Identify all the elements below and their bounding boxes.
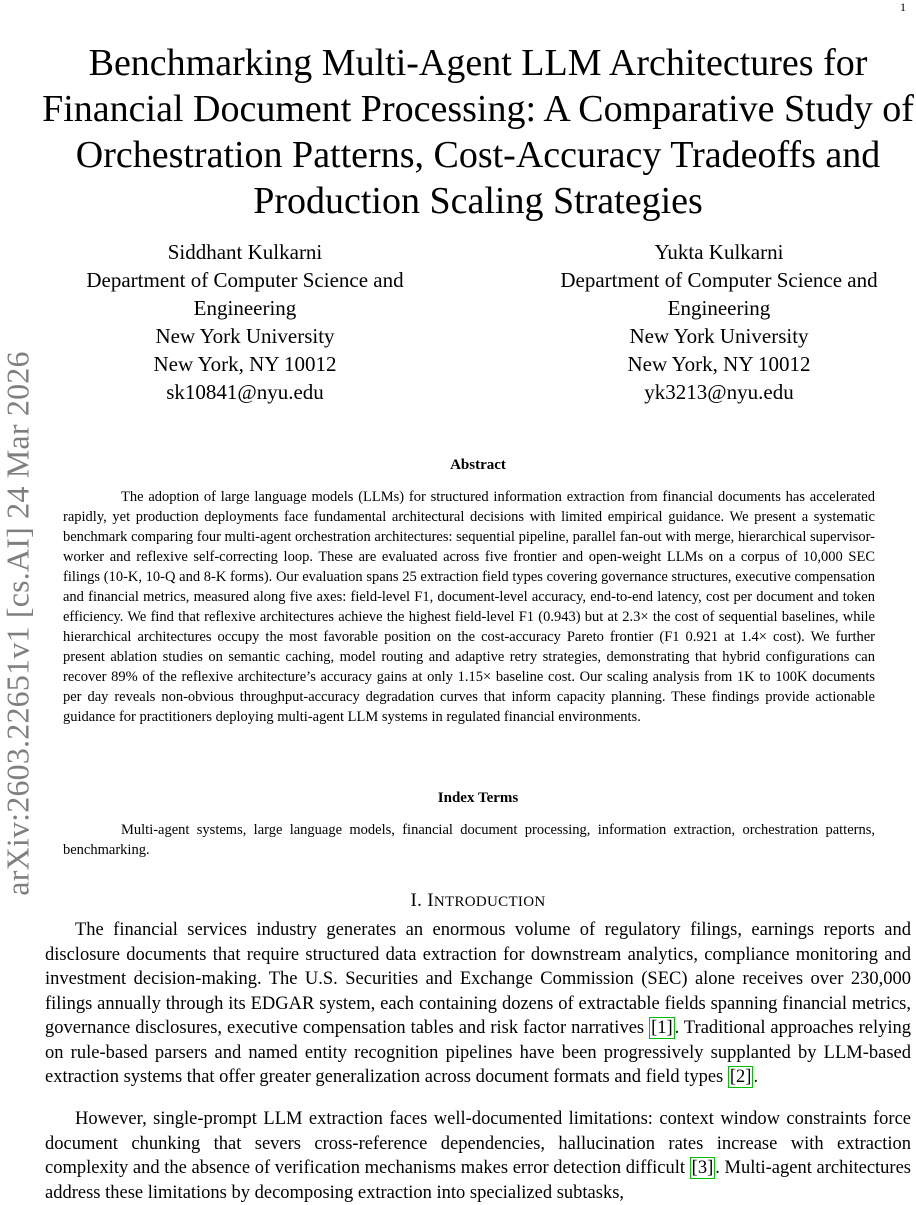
intro-paragraph-2 [45,1107,911,1205]
author-department: Department of Computer Science and [560,268,878,292]
author-block-2 [519,238,916,406]
paragraph-text: . Traditional approaches relying on rule-based parsers and named entity recognition pipelines have been progressively supplanted by LLM-based extraction systems that offer greater generalization across document formats and field types [45,1018,911,1087]
citation-link[interactable]: [1] [651,1018,673,1038]
author-university: New York University [629,324,809,348]
author-block-1 [45,238,445,406]
abstract-heading: Abstract [450,457,506,473]
citation-link[interactable]: [2] [729,1067,752,1087]
citation-link[interactable]: [3] [691,1158,714,1178]
abstract-text: The adoption of large language models (LLMs) for structured information extraction from financial documents has accelerated rapidly, yet production deployments face fundamental architectural decisions with limited empirical guidance. We present a systematic benchmark comparing four multi-agent orchestration architectures: sequential pipeline, parallel fan-out with merge, hierarchical supervisor-worker and reflexive self-correcting loop. These are evaluated across five frontier and open-weight LLMs on a corpus of 10,000 SEC filings (10-K, 10-Q and 8-K forms). Our evaluation spans 25 extraction field types covering governance structures, executive compensation and financial metrics, measured along five axes: field-level F1, document-level accuracy, end-to-end latency, cost per document and token efficiency. We find that reflexive architectures achieve the highest field-level F1 (0.943) but at 2.3× the cost of sequential baselines, while hierarchical architectures occupy the most favorable position on the cost-accuracy Pareto frontier (F1 0.921 at 1.4× cost). We further present ablation studies on semantic caching, model routing and adaptive retry strategies, demonstrating that hybrid configurations can recover 89% of the reflexive architecture’s accuracy gains at only 1.15× baseline cost. Our scaling analysis from 1K to 100K documents per day reveals non-obvious throughput-accuracy degradation curves that inform capacity planning. These findings provide actionable guidance for practitioners deploying multi-agent LLM systems in regulated financial environments. [63,489,875,725]
paragraph-text: However, single-prompt LLM extraction faces well-documented limitations: context window constraints force document chunking that severs cross-reference dependencies, hallucination rates increase with extraction complexity and the absence of verification mechanisms makes error detection difficult [45,1109,911,1178]
author-email: yk3213@nyu.edu [644,380,794,404]
author-name: Siddhant Kulkarni [167,240,323,264]
paragraph-text: . Multi-agent architectures address these limitations by decomposing extraction into specialized subtasks, [45,1158,912,1203]
intro-paragraph-1 [45,918,911,1090]
index-terms-text: Multi-agent systems, large language models, financial document processing, information extraction, orchestration patterns, benchmarking. [63,822,875,858]
author-department-cont: Engineering [193,296,297,320]
author-city: New York, NY 10012 [627,352,811,376]
author-name: Yukta Kulkarni [654,240,784,264]
paragraph-text: The financial services industry generates an enormous volume of regulatory filings, earnings reports and disclosure documents that require structured data extraction for downstream analytics, compliance monitoring and investment decision-making. The U.S. Securities and Exchange Commission (SEC) alone receives over 230,000 filings annually through its EDGAR system, each containing dozens of extractable fields spanning financial metrics, governance disclosures, executive compensation tables and risk factor narratives [45,920,911,1038]
paragraph-text: . [753,1067,759,1087]
page-number: 1 [900,0,906,14]
paper-title: Benchmarking Multi-Agent LLM Architectures for Financial Document Processing: A Comparative Study of Orchestration Patterns, Cost-Accuracy Tradeoffs and Production Scaling Strategies [42,42,914,222]
arxiv-stamp: arXiv:2603.22651v1 [cs.AI] 24 Mar 2026 [0,351,36,896]
index-terms-heading: Index Terms [437,790,519,806]
section-title: NTRODUCTION [433,894,546,910]
introduction-heading [40,890,916,912]
author-email: sk10841@nyu.edu [166,380,324,404]
section-numeral: I. I [410,890,434,911]
author-university: New York University [155,324,335,348]
author-department-cont: Engineering [667,296,771,320]
author-city: New York, NY 10012 [153,352,337,376]
author-department: Department of Computer Science and [86,268,404,292]
